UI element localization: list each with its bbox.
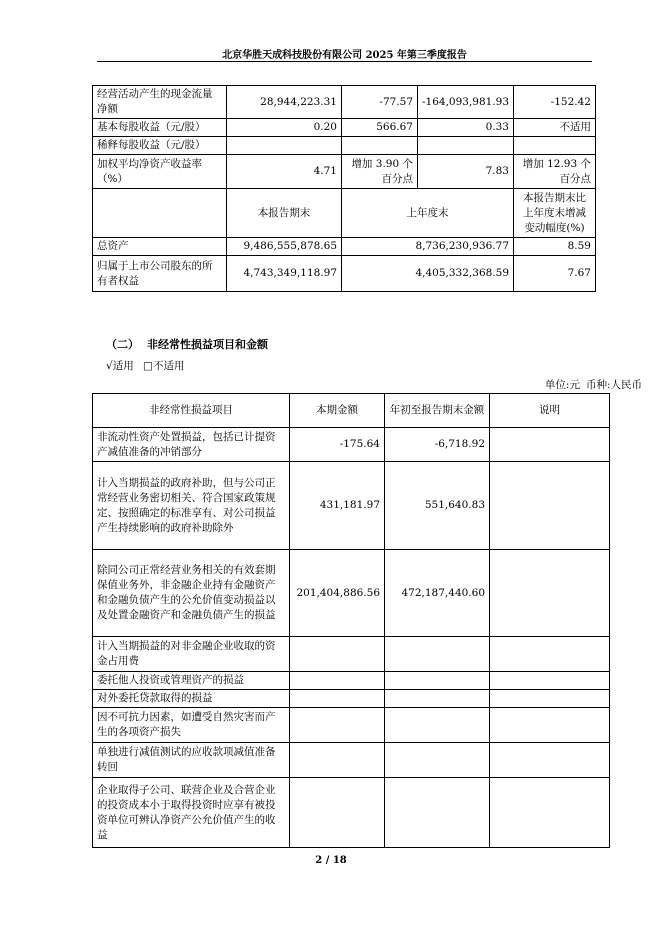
current-amount: [290, 778, 385, 848]
row-label: 加权平均净资产收益率（%）: [93, 155, 227, 189]
current-amount: -175.64: [290, 428, 385, 462]
cell-value: 8,736,230,936.77: [342, 238, 514, 256]
column-header: 本期金额: [290, 394, 385, 428]
cell-value: [227, 137, 342, 155]
current-amount: [290, 672, 385, 690]
unit-label: 单位:元: [544, 379, 580, 391]
cell-value: 增加 12.93 个百分点: [514, 155, 596, 189]
table-row: [93, 155, 596, 189]
table-row: [93, 462, 610, 550]
currency-label: 币种:人民币: [585, 379, 642, 391]
row-label: 稀释每股收益（元/股）: [93, 137, 227, 155]
table-header-row: [93, 394, 610, 428]
ytd-amount: 472,187,440.60: [385, 550, 490, 637]
table-row: [93, 550, 610, 637]
section-number: （二）: [106, 338, 139, 351]
row-label: 基本每股收益（元/股）: [93, 119, 227, 137]
cell-value: 7.67: [514, 256, 596, 292]
ytd-amount: -6,718.92: [385, 428, 490, 462]
item-label: 非流动性资产处置损益，包括已计提资产减值准备的冲销部分: [93, 428, 290, 462]
cell-value: 566.67: [342, 119, 418, 137]
current-amount: [290, 637, 385, 672]
cell-value: 增加 3.90 个百分点: [342, 155, 418, 189]
column-header: 说明: [490, 394, 610, 428]
table-row: [93, 778, 610, 848]
table-row: [93, 238, 596, 256]
column-header: 年初至报告期末金额: [385, 394, 490, 428]
empty-cell: [93, 189, 227, 238]
ytd-amount: [385, 672, 490, 690]
note-cell: [490, 778, 610, 848]
cell-value: 7.83: [418, 155, 514, 189]
cell-value: 4,405,332,368.59: [342, 256, 514, 292]
current-amount: [290, 743, 385, 778]
note-cell: [490, 672, 610, 690]
cell-value: 9,486,555,878.65: [227, 238, 342, 256]
note-cell: [490, 708, 610, 743]
table-row: [93, 256, 596, 292]
row-label: 总资产: [93, 238, 227, 256]
item-label: 计入当期损益的政府补助，但与公司正常经营业务密切相关、符合国家政策规定、按照确定的标准享有、对公司损益产生持续影响的政府补助除外: [93, 462, 290, 550]
item-label: 单独进行减值测试的应收款项减值准备转回: [93, 743, 290, 778]
cell-value: 0.20: [227, 119, 342, 137]
item-label: 企业取得子公司、联营企业及合营企业的投资成本小于取得投资时应享有被投资单位可辨认净资产公允价值产生的收益: [93, 778, 290, 848]
non-recurring-items-table: [92, 393, 610, 848]
cell-value: 8.59: [514, 238, 596, 256]
column-header: 本报告期末: [227, 189, 342, 238]
header-rule: [97, 61, 592, 62]
table-row: [93, 708, 610, 743]
note-cell: [490, 690, 610, 708]
item-label: 因不可抗力因素，如遭受自然灾害而产生的各项资产损失: [93, 708, 290, 743]
section-heading: [106, 336, 268, 352]
item-label: 计入当期损益的对非金融企业收取的资金占用费: [93, 637, 290, 672]
report-header-title: 北京华胜天成科技股份有限公司 2025 年第三季度报告: [222, 50, 467, 61]
ytd-amount: [385, 637, 490, 672]
current-amount: [290, 690, 385, 708]
note-cell: [490, 462, 610, 550]
table-row: [93, 86, 596, 119]
column-header: 本报告期末比上年度末增减变动幅度(%): [514, 189, 596, 238]
unit-currency-line: [539, 377, 642, 392]
key-financials-table: [92, 85, 596, 292]
note-cell: [490, 550, 610, 637]
section-title-text: 非经常性损益项目和金额: [147, 338, 268, 351]
table-row: [93, 137, 596, 155]
table-row: [93, 119, 596, 137]
cell-value: [514, 137, 596, 155]
cell-value: 0.33: [418, 119, 514, 137]
ytd-amount: [385, 778, 490, 848]
item-label: 对外委托贷款取得的损益: [93, 690, 290, 708]
column-header: 上年度末: [342, 189, 514, 238]
page-number: 2 / 18: [315, 855, 347, 866]
cell-value: -152.42: [514, 86, 596, 119]
current-amount: 431,181.97: [290, 462, 385, 550]
cell-value: [418, 137, 514, 155]
cell-value: 28,944,223.31: [227, 86, 342, 119]
applicable-checkbox-label: √适用: [106, 360, 134, 372]
cell-value: [342, 137, 418, 155]
ytd-amount: [385, 708, 490, 743]
cell-value: 4,743,349,118.97: [227, 256, 342, 292]
cell-value: -77.57: [342, 86, 418, 119]
ytd-amount: 551,640.83: [385, 462, 490, 550]
cell-value: 不适用: [514, 119, 596, 137]
table-row: [93, 672, 610, 690]
table-row: [93, 743, 610, 778]
item-label: 委托他人投资或管理资产的损益: [93, 672, 290, 690]
not-applicable-checkbox-label: □不适用: [143, 360, 185, 372]
note-cell: [490, 428, 610, 462]
table-subheader-row: [93, 189, 596, 238]
table-row: [93, 637, 610, 672]
ytd-amount: [385, 743, 490, 778]
column-header: 非经常性损益项目: [93, 394, 290, 428]
item-label: 除同公司正常经营业务相关的有效套期保值业务外，非金融企业持有金融资产和金融负债产生的公允价值变动损益以及处置金融资产和金融负债产生的损益: [93, 550, 290, 637]
current-amount: [290, 708, 385, 743]
note-cell: [490, 637, 610, 672]
applicability-options: [106, 358, 184, 373]
ytd-amount: [385, 690, 490, 708]
table-row: [93, 690, 610, 708]
row-label: 归属于上市公司股东的所有者权益: [93, 256, 227, 292]
cell-value: -164,093,981.93: [418, 86, 514, 119]
cell-value: 4.71: [227, 155, 342, 189]
row-label: 经营活动产生的现金流量净额: [93, 86, 227, 119]
current-amount: 201,404,886.56: [290, 550, 385, 637]
note-cell: [490, 743, 610, 778]
table-row: [93, 428, 610, 462]
